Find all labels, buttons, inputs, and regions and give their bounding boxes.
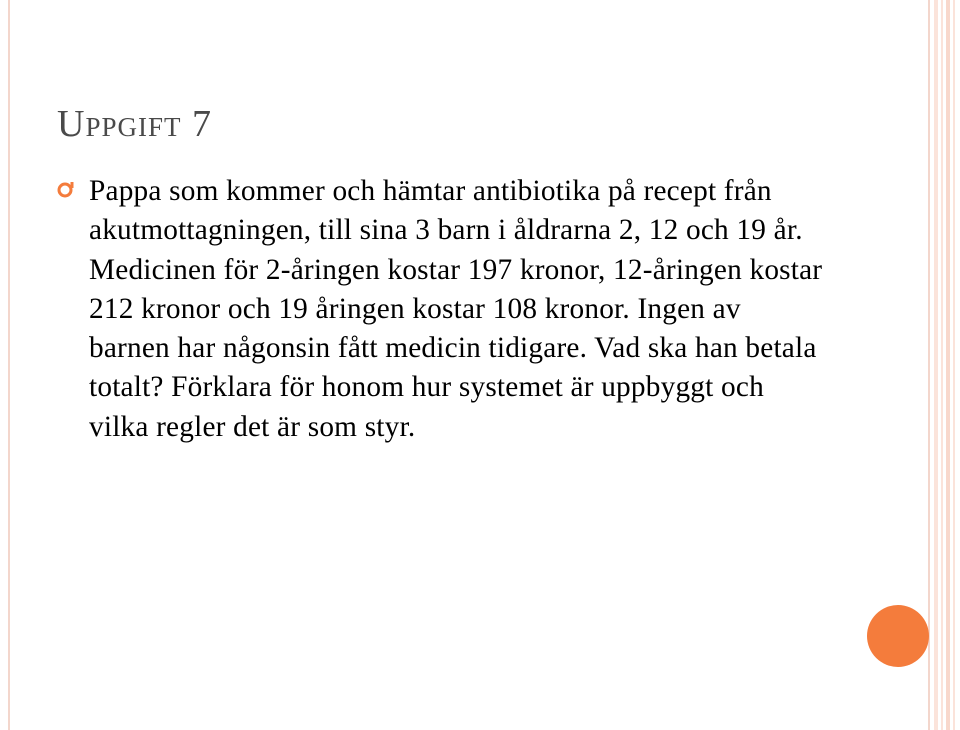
bullet-text: Pappa som kommer och hämtar antibiotika på recept från akutmottagningen, till sina 3 barn i åldrarna 2, 12 och 19 år. Medicinen för 2-åringen kostar 197 kronor, 12-åringen kostar 212 kronor och 19 åringen kostar 108 kronor. Ingen av barnen har någonsin fått medicin tidigare. Vad ska han betala totalt? Förklara för honom hur systemet är uppbyggt och vilka regler det är som styr. [89, 175, 823, 443]
open-circle-bullet-icon [57, 180, 75, 200]
decorative-edge-stripe [934, 0, 938, 730]
decorative-edge-stripe [953, 0, 955, 730]
decorative-edge-stripe [941, 0, 943, 730]
decorative-edge-stripe [946, 0, 950, 730]
decorative-orange-circle [867, 605, 929, 667]
slide-title: Uppgift 7 [57, 103, 212, 145]
